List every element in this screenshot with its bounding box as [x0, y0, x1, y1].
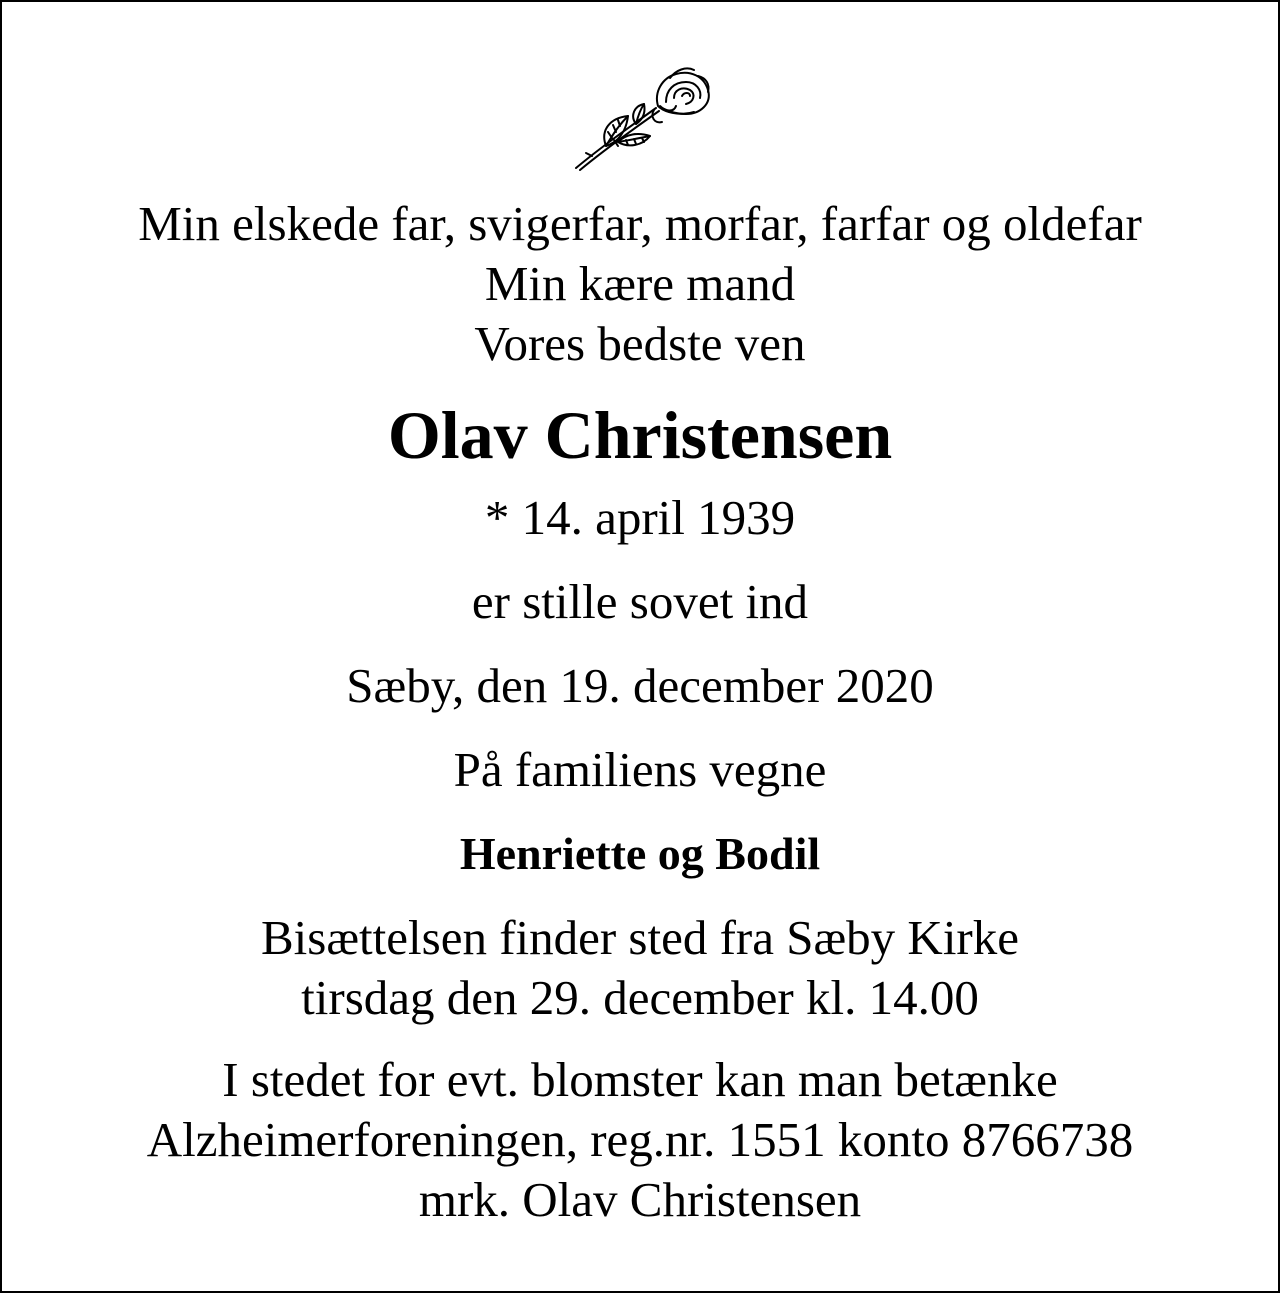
- birth-date: * 14. april 1939: [484, 490, 796, 545]
- notice-text: [2, 194, 1278, 1230]
- intro-block: [2, 194, 1278, 374]
- signers: Henriette og Bodil: [459, 828, 821, 879]
- donation-block: [2, 1050, 1278, 1230]
- funeral-line: Bisættelsen finder sted fra Sæby Kirke: [260, 910, 1020, 965]
- donation-line: mrk. Olav Christensen: [418, 1172, 862, 1227]
- intro-line: Min kære mand: [484, 256, 796, 311]
- place-and-date: Sæby, den 19. december 2020: [346, 658, 934, 713]
- intro-line: Min elskede far, svigerfar, morfar, farfar og oldefar: [138, 196, 1142, 251]
- rose-icon: [570, 62, 714, 174]
- funeral-block: [2, 908, 1278, 1028]
- funeral-line: tirsdag den 29. december kl. 14.00: [301, 970, 979, 1025]
- donation-line: I stedet for evt. blomster kan man betænke: [222, 1052, 1058, 1107]
- on-behalf-text: På familiens vegne: [453, 742, 827, 797]
- deceased-name: Olav Christensen: [387, 397, 893, 473]
- intro-line: Vores bedste ven: [474, 316, 806, 371]
- passing-text: er stille sovet ind: [471, 574, 809, 629]
- donation-line: Alzheimerforeningen, reg.nr. 1551 konto 8766738: [146, 1112, 1134, 1167]
